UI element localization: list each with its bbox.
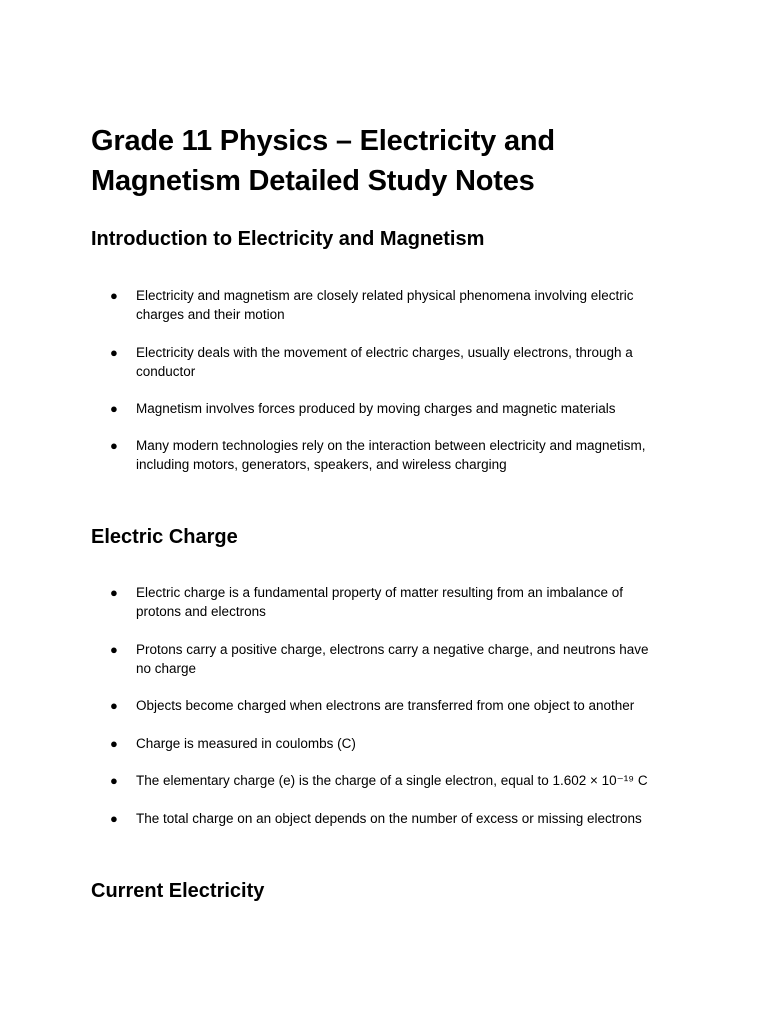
bullet-icon: ● (110, 698, 118, 713)
section-heading-electric-charge: Electric Charge (91, 526, 238, 548)
bullet-icon: ● (110, 736, 118, 751)
list-item-text: Electricity and magnetism are closely related physical phenomena involving electric charges and their motion (136, 288, 634, 322)
bullet-icon: ● (110, 288, 118, 303)
list-item-text: The total charge on an object depends on the number of excess or missing electrons (136, 811, 642, 826)
list-item-text: Electric charge is a fundamental property of matter resulting from an imbalance of protons and electrons (136, 585, 623, 619)
list-item-text: Electricity deals with the movement of electric charges, usually electrons, through a conductor (136, 345, 633, 379)
document-title: Grade 11 Physics – Electricity and Magnetism Detailed Study Notes (91, 125, 555, 197)
bullet-icon: ● (110, 438, 118, 453)
bullet-icon: ● (110, 811, 118, 826)
list-item-text: Objects become charged when electrons are transferred from one object to another (136, 698, 635, 713)
list-item-text: Charge is measured in coulombs (C) (136, 736, 356, 751)
bullet-icon: ● (110, 401, 118, 416)
section-heading-introduction: Introduction to Electricity and Magnetism (91, 228, 485, 250)
bullet-icon: ● (110, 642, 118, 657)
list-item-text: Many modern technologies rely on the interaction between electricity and magnetism, including motors, generators, speakers, and wireless charging (136, 438, 646, 472)
bullet-icon: ● (110, 585, 118, 600)
list-item-text: The elementary charge (e) is the charge of a single electron, equal to 1.602 × 10⁻¹⁹ C (136, 773, 648, 788)
list-item-text: Magnetism involves forces produced by moving charges and magnetic materials (136, 401, 616, 416)
bullet-icon: ● (110, 345, 118, 360)
bullet-icon: ● (110, 773, 118, 788)
list-item-text: Protons carry a positive charge, electrons carry a negative charge, and neutrons have no charge (136, 642, 649, 676)
section-heading-current-electricity: Current Electricity (91, 880, 265, 902)
